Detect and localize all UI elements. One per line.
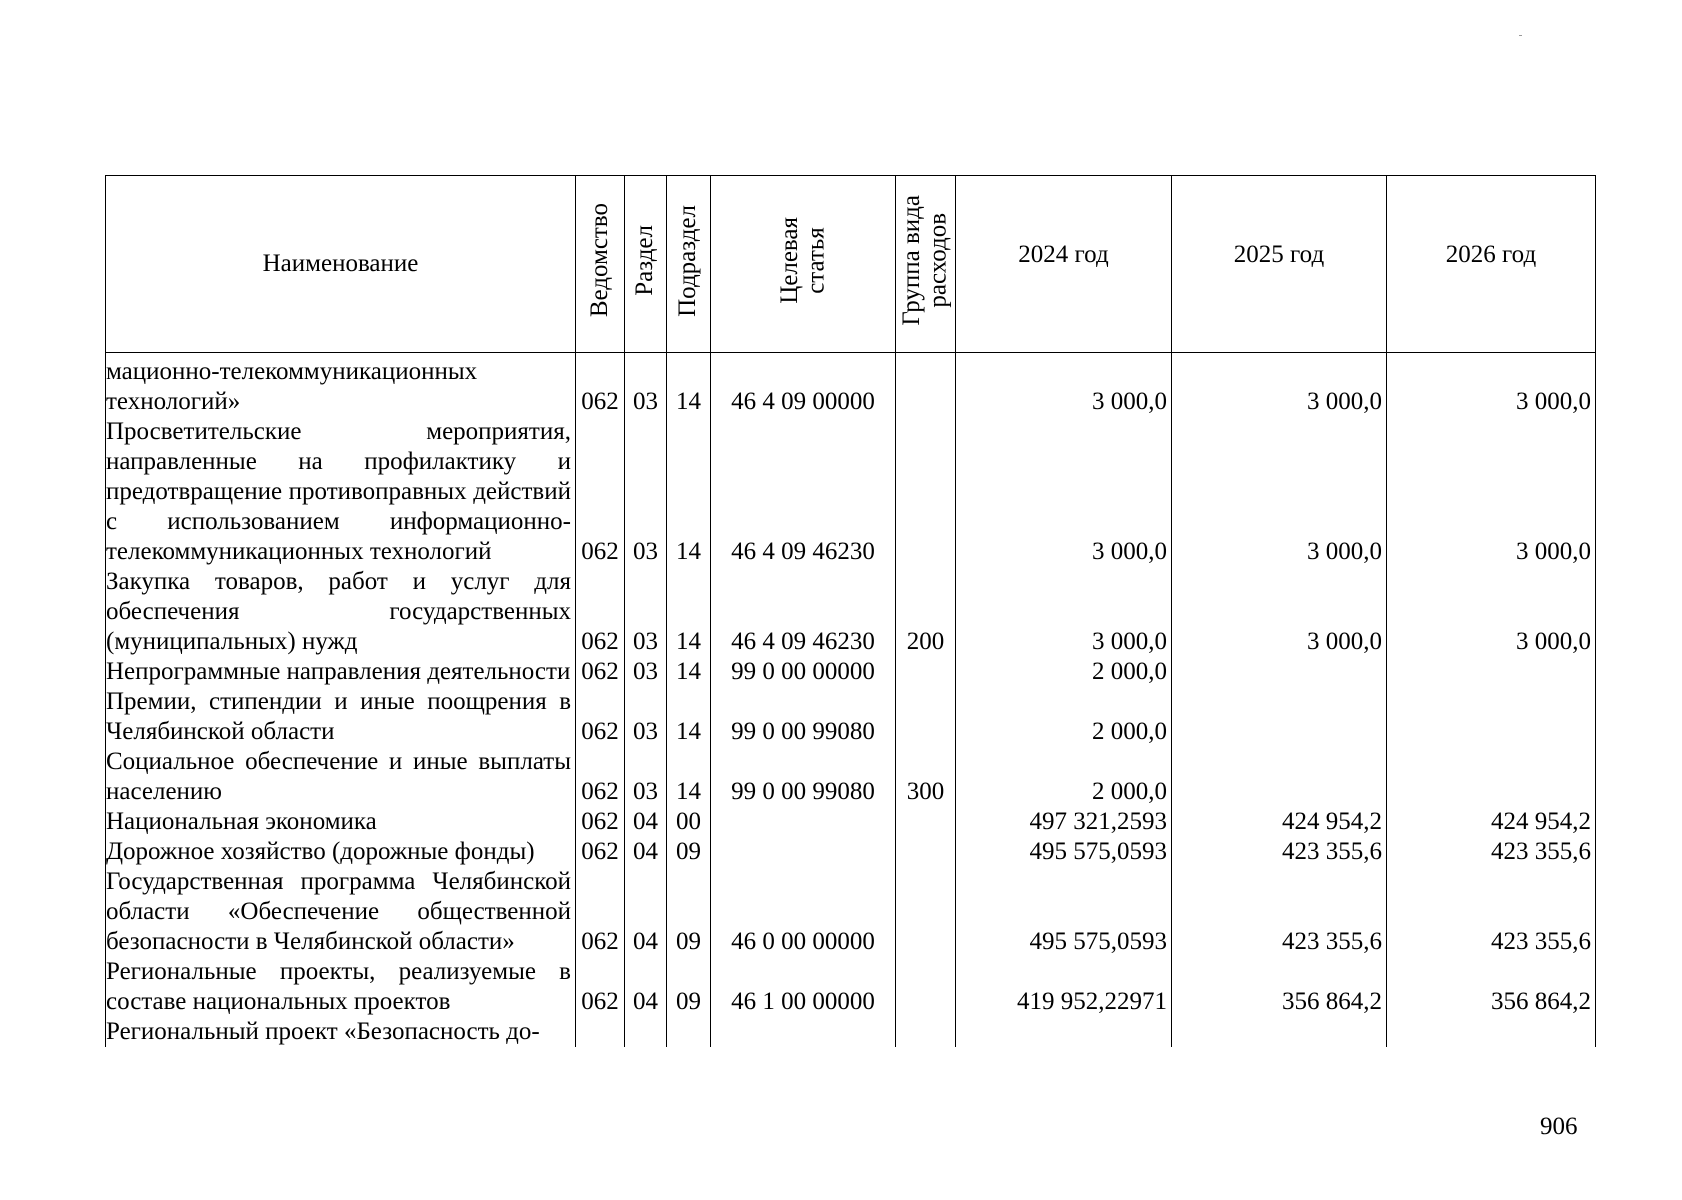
row-2026 [1387,747,1596,807]
row-subsection: 14 [667,657,711,687]
row-subsection: 14 [667,747,711,807]
row-name: Национальная экономика [106,807,576,837]
row-subsection: 00 [667,807,711,837]
row-target: 46 1 00 00000 [711,957,896,1017]
row-section: 03 [625,687,667,747]
row-2024: 3 000,0 [956,567,1172,657]
row-target [711,837,896,867]
row-2024: 2 000,0 [956,747,1172,807]
row-section: 03 [625,567,667,657]
table-row [106,567,1596,657]
table-row [106,957,1596,1017]
row-2026 [1387,657,1596,687]
row-group [896,353,956,418]
row-2026: 356 864,2 [1387,957,1596,1017]
header-group-line2: расходов [924,213,952,308]
header-dept: Ведомство [576,176,625,353]
row-subsection: 14 [667,353,711,418]
page-number: 906 [1540,1113,1578,1140]
row-target: 99 0 00 99080 [711,747,896,807]
row-2025: 423 355,6 [1172,837,1387,867]
row-2026 [1387,687,1596,747]
row-dept: 062 [576,837,625,867]
row-2025 [1172,747,1387,807]
row-section: 03 [625,353,667,418]
header-section: Раздел [625,176,667,353]
header-target-line1: Целевая [775,217,803,304]
row-target [711,1017,896,1047]
row-section [625,1017,667,1047]
row-2025: 3 000,0 [1172,417,1387,567]
row-2024: 495 575,0593 [956,867,1172,957]
header-target [711,176,896,353]
row-2024: 2 000,0 [956,687,1172,747]
row-2024: 419 952,22971 [956,957,1172,1017]
row-group [896,1017,956,1047]
row-dept: 062 [576,867,625,957]
header-2024: 2024 год [956,176,1172,353]
row-subsection: 14 [667,567,711,657]
row-subsection: 09 [667,867,711,957]
row-dept: 062 [576,747,625,807]
row-name: Непрограммные направления деятельности [106,657,576,687]
row-group [896,837,956,867]
row-2025 [1172,657,1387,687]
row-subsection [667,1017,711,1047]
row-name: Просветительские мероприятия, направленные на профилактику и предотвращение противоправных действий с использованием информационно-телекоммуникационных технологий [106,417,576,567]
table-row [106,417,1596,567]
row-target: 99 0 00 99080 [711,687,896,747]
row-section: 04 [625,837,667,867]
header-2026: 2026 год [1387,176,1596,353]
row-2026: 3 000,0 [1387,417,1596,567]
header-name: Наименование [106,176,576,353]
header-group-line1: Группа вида [898,195,926,326]
row-2024: 3 000,0 [956,353,1172,418]
row-name: Социальное обеспечение и иные выплаты населению [106,747,576,807]
row-2026: 424 954,2 [1387,807,1596,837]
row-name: Дорожное хозяйство (дорожные фонды) [106,837,576,867]
table-row [106,1017,1596,1047]
row-2024: 495 575,0593 [956,837,1172,867]
row-2026: 3 000,0 [1387,567,1596,657]
row-2026: 423 355,6 [1387,837,1596,867]
row-2026: 3 000,0 [1387,353,1596,418]
table-header [106,176,1596,353]
row-section: 04 [625,867,667,957]
header-2025: 2025 год [1172,176,1387,353]
row-2024: 497 321,2593 [956,807,1172,837]
row-subsection: 14 [667,417,711,567]
row-2025 [1172,687,1387,747]
row-dept [576,1017,625,1047]
header-subsection: Подраздел [667,176,711,353]
row-subsection: 14 [667,687,711,747]
row-group [896,957,956,1017]
row-2025: 356 864,2 [1172,957,1387,1017]
row-group [896,867,956,957]
row-subsection: 09 [667,957,711,1017]
row-target: 46 4 09 00000 [711,353,896,418]
row-2025: 3 000,0 [1172,567,1387,657]
row-group [896,657,956,687]
row-section: 03 [625,747,667,807]
row-target [711,807,896,837]
row-section: 04 [625,957,667,1017]
table-row [106,837,1596,867]
row-target: 46 4 09 46230 [711,417,896,567]
row-dept: 062 [576,687,625,747]
table-row [106,353,1596,418]
row-name: мационно-телекоммуникационных технологий» [106,353,576,418]
row-group [896,417,956,567]
budget-table-wrapper [105,175,1595,1047]
scan-mark [1519,35,1522,36]
row-section: 03 [625,657,667,687]
row-group: 200 [896,567,956,657]
row-dept: 062 [576,353,625,418]
header-group [896,176,956,353]
row-group [896,687,956,747]
row-2026: 423 355,6 [1387,867,1596,957]
row-dept: 062 [576,957,625,1017]
row-name: Государственная программа Челябинской области «Обеспечение общественной безопасности в Челябинской области» [106,867,576,957]
row-section: 03 [625,417,667,567]
table-row [106,687,1596,747]
row-2024: 3 000,0 [956,417,1172,567]
header-target-line2: статья [802,227,829,294]
row-subsection: 09 [667,837,711,867]
row-2025: 424 954,2 [1172,807,1387,837]
row-2024 [956,1017,1172,1047]
table-row [106,657,1596,687]
row-name: Региональные проекты, реализуемые в составе национальных проектов [106,957,576,1017]
row-2025: 423 355,6 [1172,867,1387,957]
row-dept: 062 [576,807,625,837]
row-name: Закупка товаров, работ и услуг для обеспечения государственных (муниципальных) нужд [106,567,576,657]
table-body [106,353,1596,1048]
table-row [106,867,1596,957]
row-target: 46 4 09 46230 [711,567,896,657]
row-dept: 062 [576,417,625,567]
row-dept: 062 [576,567,625,657]
row-2024: 2 000,0 [956,657,1172,687]
row-2026 [1387,1017,1596,1047]
row-group: 300 [896,747,956,807]
budget-table [105,175,1596,1047]
row-name: Премии, стипендии и иные поощрения в Челябинской области [106,687,576,747]
row-dept: 062 [576,657,625,687]
row-name: Региональный проект «Безопасность до- [106,1017,576,1047]
row-target: 99 0 00 00000 [711,657,896,687]
row-group [896,807,956,837]
row-2025 [1172,1017,1387,1047]
row-2025: 3 000,0 [1172,353,1387,418]
row-section: 04 [625,807,667,837]
row-target: 46 0 00 00000 [711,867,896,957]
table-row [106,807,1596,837]
table-row [106,747,1596,807]
